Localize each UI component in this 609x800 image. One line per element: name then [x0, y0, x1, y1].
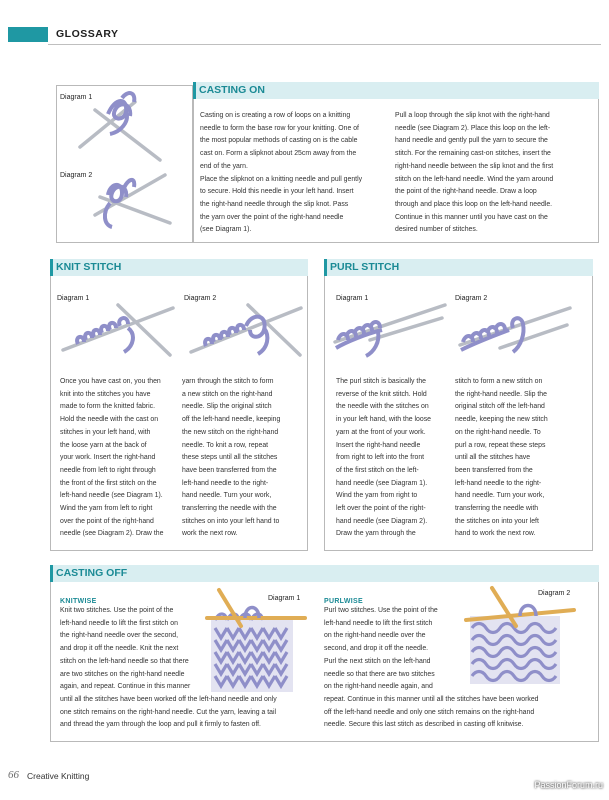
purlwise-heading: PURLWISE — [324, 598, 363, 605]
text-line: the most popular methods of casting on is the cable — [200, 137, 358, 145]
text-line: needle, keeping the new stitch — [455, 416, 548, 424]
text-line: transferring the needle with the — [182, 505, 277, 513]
text-line: hand needle (see Diagram 2). — [336, 517, 428, 525]
text-line: Place the slipknot on a knitting needle and pull gently — [200, 175, 363, 183]
casting-on-diagram1-label: Diagram 1 — [60, 94, 93, 101]
text-line: yarn at the front of your work. — [336, 428, 426, 436]
text-line: the right-hand needle through the slip knot. Pass — [200, 200, 349, 208]
text-line: Draw the yarn through the — [336, 530, 416, 538]
text-line: Purl two stitches. Use the point of the — [324, 607, 438, 614]
text-line: purl a row, repeat these steps — [455, 441, 546, 449]
text-line: hand to work the next row. — [455, 530, 536, 538]
text-line: on the right-hand needle. To — [455, 428, 541, 436]
casting-on-diagram2-illustration — [60, 165, 190, 240]
text-line: hand needle. Turn your work, — [182, 492, 272, 500]
text-line: left over the point of the right- — [336, 505, 426, 513]
text-line: the front of the first stitch on the — [60, 479, 157, 487]
text-line: needle so that there are two stitches — [324, 670, 435, 678]
casting-on-heading: CASTING ON — [193, 82, 599, 99]
text-line: off the left-hand needle and only one stitch remains on the right-hand — [324, 708, 535, 716]
casting-off-heading: CASTING OFF — [50, 565, 599, 582]
knitwise-text-narrow — [60, 605, 190, 694]
text-line: needle to form the base row for your knitting. One of — [200, 124, 359, 132]
text-line: through and place this loop on the left-hand needle. — [395, 200, 553, 208]
text-line: (see Diagram 1). — [200, 226, 252, 234]
text-line: off the left-hand needle, keeping — [182, 416, 281, 424]
text-line: work the next row. — [182, 530, 238, 538]
text-line: second, and drop it off the needle. — [324, 645, 429, 653]
text-line: repeat. Continue in this manner until all the stitches have been worked — [324, 696, 539, 703]
text-line: from right to left into the front — [336, 454, 425, 462]
purlwise-diagram-illustration — [462, 584, 577, 689]
text-line: in your left hand, with the loose — [336, 416, 431, 424]
text-line: reverse of the knit stitch. Hold — [336, 390, 427, 398]
text-line: stitch to form a new stitch on — [455, 378, 543, 385]
text-line: these steps until all the stitches — [182, 454, 278, 462]
text-line: transferring the needle with — [455, 505, 539, 513]
text-line: knit into the stitches you have — [60, 390, 151, 398]
text-line: of the first stitch on the left- — [336, 466, 419, 474]
text-line: needle from left to right through — [60, 466, 156, 474]
page-number: 66 — [8, 769, 19, 781]
text-line: until all the stitches have been worked off the left-hand needle and only — [60, 696, 277, 703]
text-line: again, and repeat. Continue in this manner — [60, 683, 191, 691]
purl-stitch-heading: PURL STITCH — [324, 259, 593, 276]
text-line: Knit two stitches. Use the point of the — [60, 607, 174, 614]
text-line: left-hand needle (see Diagram 1). — [60, 492, 163, 500]
purl-stitch-text-col1 — [336, 376, 431, 541]
knitwise-text-wide — [60, 694, 277, 732]
purl-stitch-diagram1-label: Diagram 1 — [336, 295, 369, 302]
text-line: the new stitch on the right-hand — [182, 428, 279, 436]
knit-stitch-text-col2 — [182, 376, 280, 541]
purl-stitch-diagram2-label: Diagram 2 — [455, 295, 488, 302]
header-accent-bar — [8, 27, 48, 42]
text-line: Insert the right-hand needle — [336, 441, 421, 449]
text-line: yarn through the stitch to form — [182, 378, 274, 385]
knitwise-heading: KNITWISE — [60, 598, 97, 605]
text-line: needle. Secure this last stitch as described in casting off knitwise. — [324, 721, 524, 729]
text-line: to secure. Hold this needle in your left hand. Insert — [200, 188, 354, 196]
text-line: hand needle. Turn your work, — [455, 492, 545, 500]
casting-on-text-col2 — [395, 110, 553, 237]
knit-stitch-diagram2-label: Diagram 2 — [184, 295, 217, 302]
casting-on-diagram1-illustration — [60, 92, 190, 167]
text-line: made to form the knitted fabric. — [60, 403, 155, 411]
knit-stitch-diagram1-label: Diagram 1 — [57, 295, 90, 302]
knitwise-diagram-label: Diagram 1 — [268, 595, 301, 602]
purl-stitch-diagram1-illustration — [330, 300, 450, 360]
text-line: a new stitch on the right-hand — [182, 390, 273, 398]
text-line: stitches in your left hand, with — [60, 428, 151, 436]
text-line: Casting on is creating a row of loops on a knitting — [200, 112, 351, 119]
text-line: on the right-hand needle over the — [324, 632, 426, 640]
purl-stitch-text-col2 — [455, 376, 548, 541]
knitwise-diagram-illustration — [205, 588, 310, 698]
text-line: cast on. Form a slipknot about 25cm away from the — [200, 150, 357, 158]
text-line: left-hand needle to the right- — [182, 479, 269, 487]
text-line: end of the yarn. — [200, 162, 248, 170]
text-line: stitch on the left-hand needle. Wind the yarn around — [395, 175, 554, 183]
text-line: left-hand needle to lift the first stitch — [324, 619, 433, 627]
text-line: Once you have cast on, you then — [60, 378, 161, 385]
text-line: hand needle (see Diagram 1). — [336, 479, 428, 487]
text-line: and thread the yarn through the loop and pull it firmly to fasten off. — [60, 721, 261, 729]
text-line: needle. To knit a row, repeat — [182, 441, 269, 449]
text-line: stitch. For the remaining cast-on stitches, insert the — [395, 150, 551, 158]
site-watermark: PassionForum.ru — [534, 780, 603, 790]
text-line: have been transferred from the — [182, 466, 277, 474]
text-line: needle (see Diagram 2). Place this loop on the left- — [395, 124, 551, 132]
knit-stitch-diagram1-illustration — [58, 300, 178, 360]
text-line: Pull a loop through the slip knot with the right-hand — [395, 112, 550, 119]
text-line: Wind the yarn from left to right — [60, 505, 153, 513]
text-line: Wind the yarn from right to — [336, 492, 418, 500]
text-line: stitches on into your left hand to — [182, 517, 280, 525]
text-line: the loose yarn at the back of — [60, 441, 147, 449]
text-line: the point of the right-hand needle. Draw a loop — [395, 188, 537, 196]
text-line: the stitches on into your left — [455, 517, 539, 525]
purlwise-text-narrow — [324, 605, 438, 694]
text-line: the right-hand needle. Slip the — [455, 390, 547, 398]
text-line: left-hand needle to the right- — [455, 479, 542, 487]
casting-on-text-col1 — [200, 110, 362, 237]
text-line: desired number of stitches. — [395, 226, 478, 234]
text-line: the needle with the stitches on — [336, 403, 429, 411]
text-line: been transferred from the — [455, 466, 533, 474]
header-divider — [48, 44, 601, 45]
publication-name: Creative Knitting — [27, 771, 90, 781]
text-line: over the point of the right-hand — [60, 517, 154, 525]
text-line: on the right-hand needle again, and — [324, 683, 433, 691]
text-line: the yarn over the point of the right-hand needle — [200, 213, 344, 221]
text-line: needle (see Diagram 2). Draw the — [60, 530, 164, 538]
text-line: your work. Insert the right-hand — [60, 454, 156, 462]
knit-stitch-heading: KNIT STITCH — [50, 259, 308, 276]
text-line: The purl stitch is basically the — [336, 378, 426, 385]
text-line: needle. Slip the original stitch — [182, 403, 272, 411]
knit-stitch-text-col1 — [60, 376, 163, 541]
text-line: and drop it off the needle. Knit the next — [60, 645, 179, 653]
text-line: left-hand needle to lift the first stitch on — [60, 619, 178, 627]
text-line: stitch on the left-hand needle so that there — [60, 657, 189, 665]
page-title: GLOSSARY — [56, 28, 119, 40]
text-line: one stitch remains on the right-hand needle. Cut the yarn, leaving a tail — [60, 708, 277, 716]
purlwise-text-wide — [324, 694, 539, 732]
text-line: the right-hand needle over the second, — [60, 632, 178, 640]
text-line: original stitch off the left-hand — [455, 403, 545, 411]
text-line: Continue in this manner until you have cast on the — [395, 213, 548, 221]
purl-stitch-diagram2-illustration — [455, 300, 575, 360]
casting-on-diagram2-label: Diagram 2 — [60, 172, 93, 179]
text-line: right-hand needle between the slip knot and the first — [395, 162, 554, 170]
text-line: until all the stitches have — [455, 454, 531, 462]
purlwise-diagram-label: Diagram 2 — [538, 590, 571, 597]
text-line: hand needle and gently pull the yarn to secure the — [395, 137, 548, 145]
text-line: are two stitches on the right-hand needle — [60, 670, 185, 678]
knit-stitch-diagram2-illustration — [186, 300, 306, 360]
text-line: Hold the needle with the cast on — [60, 416, 159, 424]
text-line: Purl the next stitch on the left-hand — [324, 657, 431, 665]
